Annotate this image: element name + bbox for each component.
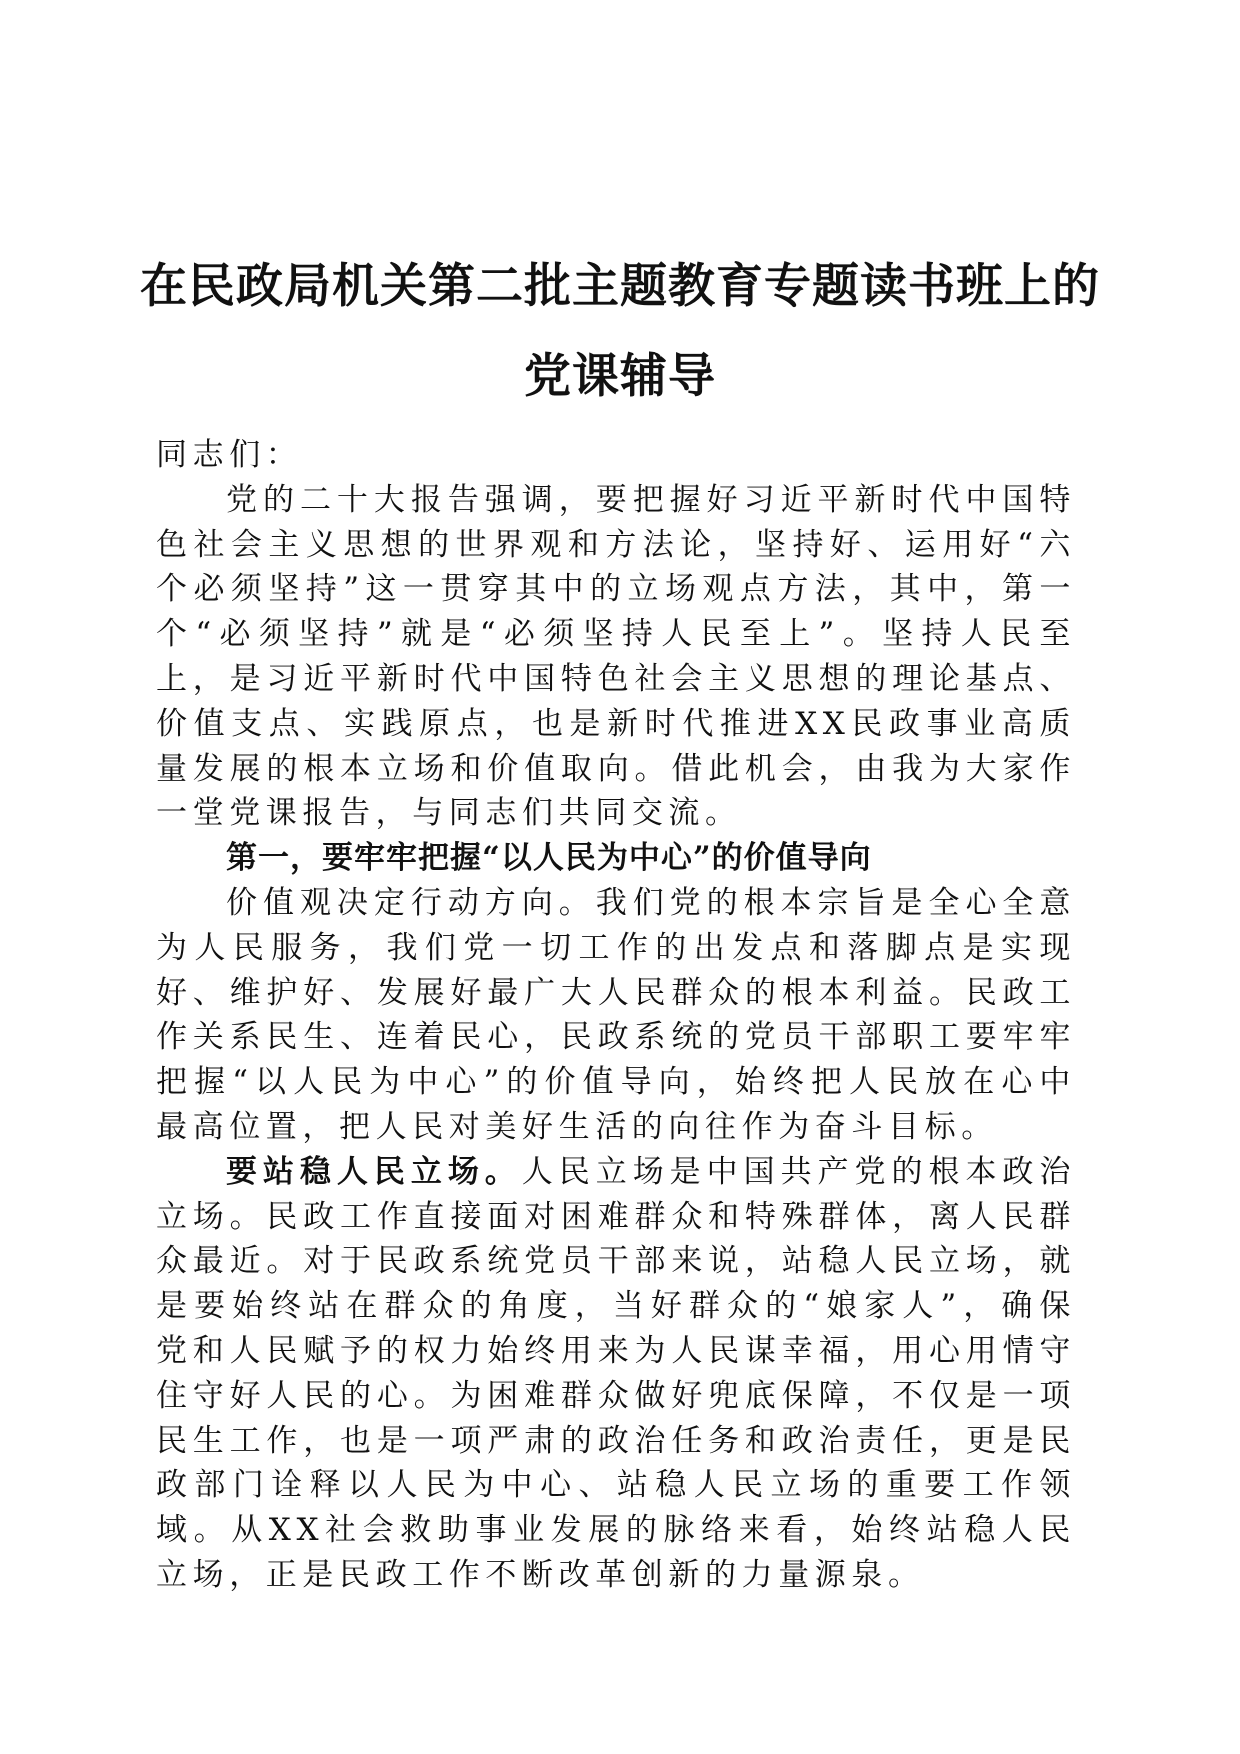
paragraph-intro: 党的二十大报告强调，要把握好习近平新时代中国特色社会主义思想的世界观和方法论，坚持好、运用好“六个必须坚持”这一贯穿其中的立场观点方法，其中，第一个“必须坚持”就是“必须坚持人民至上”。坚持人民至上，是习近平新时代中国特色社会主义思想的理论基点、价值支点、实践原点，也是新时代推进XX民政事业高质量发展的根本立场和价值取向。借此机会，由我为大家作一堂党课报告，与同志们共同交流。 [156, 481, 1076, 832]
salutation: 同志们： [156, 437, 303, 473]
section-heading-1: 第一，要牢牢把握“以人民为中心”的价值导向 [226, 840, 872, 877]
paragraph-people-stance [156, 1150, 1076, 1598]
paragraph-value-orientation: 价值观决定行动方向。我们党的根本宗旨是全心全意为人民服务，我们党一切工作的出发点和落脚点是实现好、维护好、发展好最广大人民群众的根本利益。民政工作关系民生、连着民心，民政系统的党员干部职工要牢牢把握“以人民为中心”的价值导向，始终把人民放在心中最高位置，把人民对美好生活的向往作为奋斗目标。 [156, 884, 1076, 1145]
paragraph-people-stance-body: 人民立场是中国共产党的根本政治立场。民政工作直接面对困难群众和特殊群体，离人民群众最近。对于民政系统党员干部来说，站稳人民立场，就是要始终站在群众的角度，当好群众的“娘家人”，确保党和人民赋予的权力始终用来为人民谋幸福，用心用情守住守好人民的心。为困难群众做好兜底保障，不仅是一项民生工作，也是一项严肃的政治任务和政治责任，更是民政部门诠释以人民为中心、站稳人民立场的重要工作领域。从XX社会救助事业发展的脉络来看，始终站稳人民立场，正是民政工作不断改革创新的力量源泉。 [156, 1153, 1076, 1593]
document-title-line-2: 党课辅导 [524, 349, 716, 404]
document-body [156, 433, 1076, 1598]
document-title-line-1: 在民政局机关第二批主题教育专题读书班上的 [140, 259, 1100, 314]
paragraph-lead-bold: 要站稳人民立场。 [226, 1153, 522, 1190]
